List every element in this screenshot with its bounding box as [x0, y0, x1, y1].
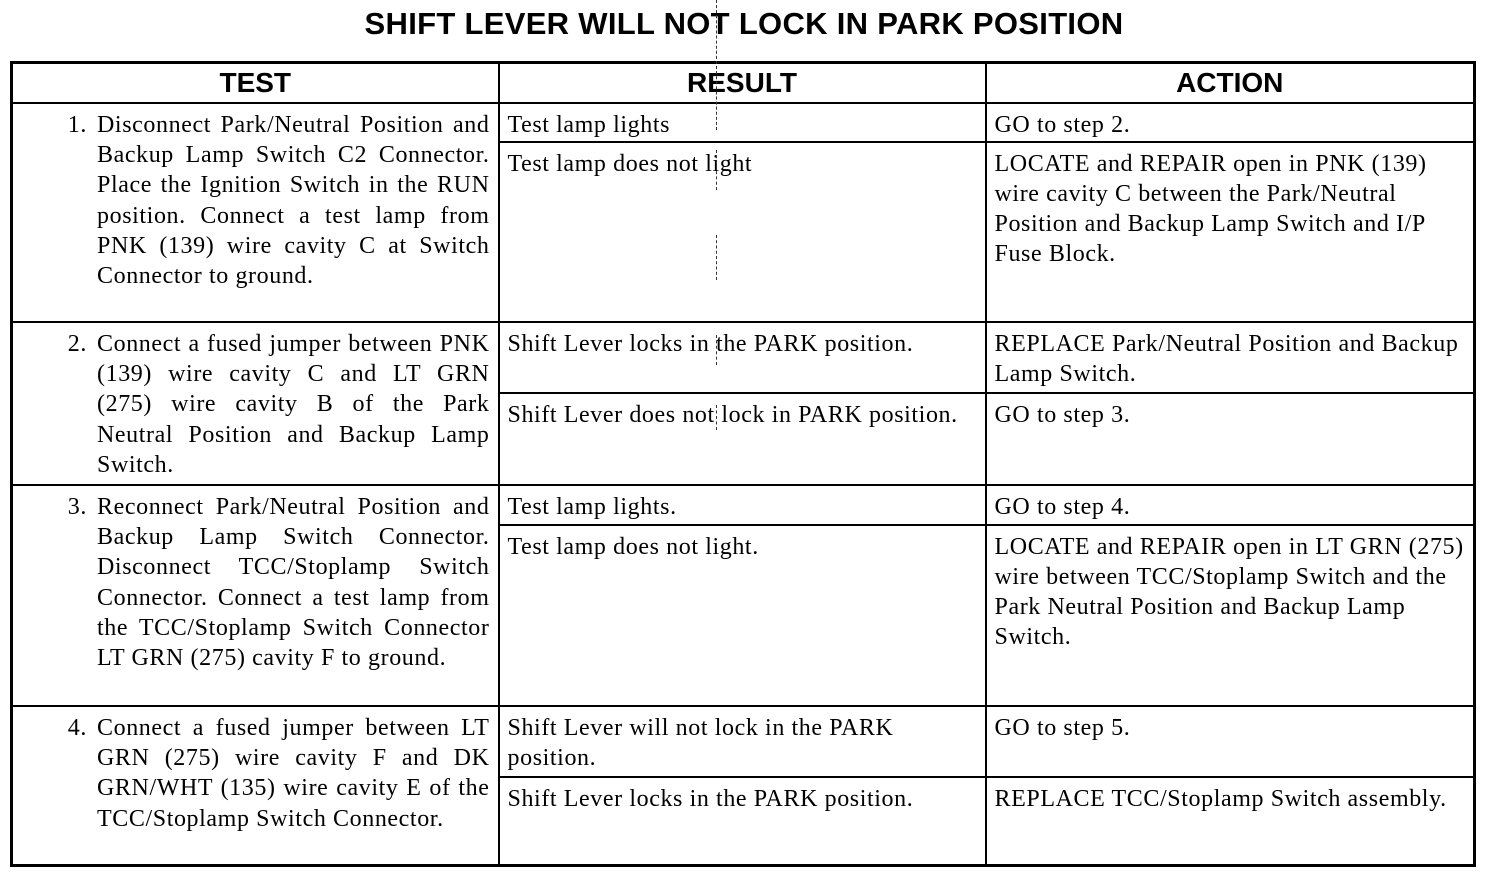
result-cell — [499, 777, 986, 866]
page-title: SHIFT LEVER WILL NOT LOCK IN PARK POSITION — [364, 6, 1124, 41]
table-header-row — [12, 63, 1475, 104]
action-text: REPLACE TCC/Stoplamp Switch assembly. — [994, 786, 1447, 812]
result-cell — [499, 103, 986, 142]
test-text: Connect a fused jumper between LT GRN (275) wire cavity F and DK GRN/WHT (135) wire cavity E of the TCC/Stoplamp Switch Connector. — [97, 715, 490, 832]
step-number: 4. — [67, 715, 87, 741]
action-cell — [986, 322, 1475, 393]
action-text: GO to step 3. — [994, 402, 1131, 428]
action-cell — [986, 103, 1475, 142]
result-text: Test lamp lights — [507, 112, 671, 138]
diagnostic-table — [10, 61, 1476, 867]
fold-line — [716, 235, 717, 280]
action-text: GO to step 5. — [994, 715, 1131, 741]
fold-line — [716, 335, 717, 365]
table-row — [12, 485, 1475, 525]
test-cell — [12, 706, 499, 866]
result-text: Shift Lever does not lock in PARK position. — [507, 402, 958, 428]
step-number: 1. — [67, 112, 87, 138]
test-cell — [12, 485, 499, 706]
header-test: TEST — [12, 63, 499, 104]
action-text: REPLACE Park/Neutral Position and Backup Lamp Switch. — [994, 331, 1459, 387]
action-cell — [986, 393, 1475, 485]
table-row — [12, 706, 1475, 777]
action-cell — [986, 485, 1475, 525]
result-text: Shift Lever locks in the PARK position. — [507, 331, 914, 357]
test-text: Disconnect Park/Neutral Position and Backup Lamp Switch C2 Connector. Place the Ignition Switch in the RUN position. Connect a test lamp from PNK (139) wire cavity C at Switch Connector to ground. — [97, 112, 490, 290]
header-result: RESULT — [499, 63, 986, 104]
action-text: LOCATE and REPAIR open in LT GRN (275) wire between TCC/Stoplamp Switch and the Park Neutral Position and Backup Lamp Switch. — [994, 534, 1464, 650]
result-text: Shift Lever will not lock in the PARK position. — [507, 715, 894, 771]
header-action: ACTION — [986, 63, 1475, 104]
step-number: 3. — [67, 494, 87, 520]
action-cell — [986, 142, 1475, 322]
action-cell — [986, 525, 1475, 706]
result-text: Shift Lever locks in the PARK position. — [507, 786, 914, 812]
result-text: Test lamp lights. — [507, 494, 677, 520]
result-cell — [499, 525, 986, 706]
test-text: Reconnect Park/Neutral Position and Backup Lamp Switch Connector. Disconnect TCC/Stoplamp Switch Connector. Connect a test lamp from the TCC/Stoplamp Switch Connector LT GRN (275) cavity F to ground. — [97, 494, 490, 672]
action-cell — [986, 706, 1475, 777]
action-cell — [986, 777, 1475, 866]
result-cell — [499, 485, 986, 525]
result-cell — [499, 322, 986, 393]
result-text: Test lamp does not light — [507, 151, 753, 177]
test-cell — [12, 103, 499, 322]
action-text: LOCATE and REPAIR open in PNK (139) wire cavity C between the Park/Neutral Position and Backup Lamp Switch and I/P Fuse Block. — [994, 151, 1427, 267]
fold-line — [716, 405, 717, 430]
table-row — [12, 322, 1475, 393]
fold-line — [716, 150, 717, 190]
action-text: GO to step 4. — [994, 494, 1131, 520]
result-cell — [499, 706, 986, 777]
test-text: Connect a fused jumper between PNK (139) wire cavity C and LT GRN (275) wire cavity B of the Park Neutral Position and Backup Lamp Switch. — [97, 331, 490, 478]
result-cell — [499, 393, 986, 485]
result-cell — [499, 142, 986, 322]
action-text: GO to step 2. — [994, 112, 1131, 138]
fold-line — [716, 0, 717, 130]
test-cell — [12, 322, 499, 485]
table-row — [12, 103, 1475, 142]
result-text: Test lamp does not light. — [507, 534, 759, 560]
step-number: 2. — [67, 331, 87, 357]
